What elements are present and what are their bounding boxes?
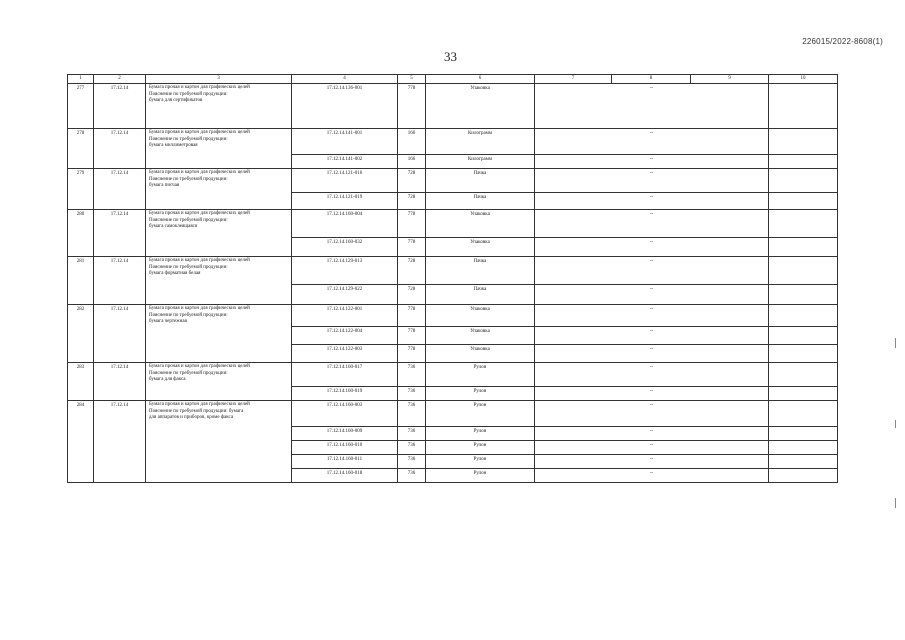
empty-cell [769,210,838,238]
okpd-code-cell: 17.12.14 [94,84,146,129]
column-header: 4 [292,75,398,84]
row-number-cell: 280 [68,210,94,257]
product-name-cell: Бумага прочая и картон для графических целей Пояснение по требуемой продукции: бумага форматная белая [146,257,292,305]
empty-cell [769,193,838,210]
unit-name-cell: Упаковка [426,210,535,238]
ktru-code-cell: 17.12.14.160-010 [292,441,398,455]
okpd-code-cell: 17.12.14 [94,129,146,169]
empty-cell [769,345,838,363]
product-name-cell: Бумага прочая и картон для графических целей Пояснение по требуемой продукции: бумага для аппаратов и приборов, кроме факса [146,401,292,483]
characteristics-dash-cell: -- [535,401,769,427]
empty-cell [769,155,838,169]
table-row [68,363,838,387]
unit-name-cell: Рулон [426,427,535,441]
empty-cell [769,327,838,345]
unit-name-cell: Пачка [426,285,535,305]
empty-cell [769,84,838,129]
ktru-code-cell: 17.12.14.160-011 [292,455,398,469]
okei-code-cell: 778 [398,305,426,327]
row-number-cell: 282 [68,305,94,363]
empty-cell [769,169,838,193]
unit-name-cell: Упаковка [426,84,535,129]
empty-cell [769,129,838,155]
empty-cell [769,427,838,441]
column-header: 5 [398,75,426,84]
characteristics-dash-cell: -- [535,155,769,169]
ktru-code-cell: 17.12.14.122-003 [292,345,398,363]
empty-cell [769,401,838,427]
column-header: 3 [146,75,292,84]
unit-name-cell: Пачка [426,257,535,285]
okei-code-cell: 736 [398,469,426,483]
ktru-code-cell: 17.12.14.121-019 [292,193,398,210]
ktru-code-cell: 17.12.14.160-017 [292,363,398,387]
okei-code-cell: 728 [398,193,426,210]
column-header: 2 [94,75,146,84]
okei-code-cell: 166 [398,155,426,169]
ktru-code-cell: 17.12.14.160-003 [292,401,398,427]
column-header: 6 [426,75,535,84]
row-number-cell: 279 [68,169,94,210]
table-row [68,129,838,155]
characteristics-dash-cell: -- [535,238,769,257]
empty-cell [769,387,838,401]
okei-code-cell: 778 [398,238,426,257]
okei-code-cell: 728 [398,285,426,305]
table-body [68,84,838,483]
ktru-code-cell: 17.12.14.160-018 [292,469,398,483]
characteristics-dash-cell: -- [535,210,769,238]
characteristics-dash-cell: -- [535,257,769,285]
unit-name-cell: Рулон [426,441,535,455]
characteristics-dash-cell: -- [535,363,769,387]
product-name-cell: Бумага прочая и картон для графических целей Пояснение по требуемой продукции: бумага для сертификатов [146,84,292,129]
document-number: 226015/2022-8608(1) [802,37,883,46]
okpd-code-cell: 17.12.14 [94,363,146,401]
product-name-cell: Бумага прочая и картон для графических целей Пояснение по требуемой продукции: бумага самоклеящаяся [146,210,292,257]
product-name-cell: Бумага прочая и картон для графических целей Пояснение по требуемой продукции: бумага писчая [146,169,292,210]
characteristics-dash-cell: -- [535,327,769,345]
ktru-code-cell: 17.12.14.136-001 [292,84,398,129]
characteristics-dash-cell: -- [535,455,769,469]
row-number-cell: 278 [68,129,94,169]
unit-name-cell: Упаковка [426,238,535,257]
row-number-cell: 284 [68,401,94,483]
empty-cell [769,469,838,483]
unit-name-cell: Рулон [426,387,535,401]
okpd-code-cell: 17.12.14 [94,305,146,363]
okei-code-cell: 736 [398,401,426,427]
empty-cell [769,238,838,257]
characteristics-dash-cell: -- [535,305,769,327]
okei-code-cell: 778 [398,327,426,345]
unit-name-cell: Пачка [426,169,535,193]
ktru-code-cell: 17.12.14.160-004 [292,210,398,238]
column-header: 10 [769,75,838,84]
okei-code-cell: 778 [398,210,426,238]
okpd-code-cell: 17.12.14 [94,210,146,257]
ktru-code-cell: 17.12.14.129-013 [292,257,398,285]
okpd-code-cell: 17.12.14 [94,401,146,483]
ktru-code-cell: 17.12.14.141-002 [292,155,398,169]
empty-cell [769,455,838,469]
ktru-code-cell: 17.12.14.121-016 [292,169,398,193]
unit-name-cell: Упаковка [426,345,535,363]
characteristics-dash-cell: -- [535,469,769,483]
unit-name-cell: Упаковка [426,327,535,345]
product-name-cell: Бумага прочая и картон для графических целей Пояснение по требуемой продукции: бумага для факса [146,363,292,401]
okei-code-cell: 166 [398,129,426,155]
page-edge-mark [895,420,896,428]
okei-code-cell: 778 [398,345,426,363]
characteristics-dash-cell: -- [535,345,769,363]
column-header: 9 [691,75,769,84]
table-row [68,84,838,129]
ktru-code-cell: 17.12.14.160-032 [292,238,398,257]
unit-name-cell: Рулон [426,401,535,427]
unit-name-cell: Пачка [426,193,535,210]
ktru-code-cell: 17.12.14.122-004 [292,327,398,345]
table-header-row [68,75,838,84]
unit-name-cell: Рулон [426,469,535,483]
unit-name-cell: Килограмм [426,155,535,169]
page-edge-mark [895,498,896,508]
okei-code-cell: 736 [398,441,426,455]
column-header: 8 [612,75,691,84]
row-number-cell: 277 [68,84,94,129]
okpd-code-cell: 17.12.14 [94,169,146,210]
column-header: 1 [68,75,94,84]
characteristics-dash-cell: -- [535,427,769,441]
okei-code-cell: 728 [398,257,426,285]
characteristics-dash-cell: -- [535,441,769,455]
column-header: 7 [535,75,612,84]
unit-name-cell: Рулон [426,363,535,387]
page-edge-mark [895,338,896,348]
ktru-code-cell: 17.12.14.141-001 [292,129,398,155]
table-row [68,257,838,285]
okei-code-cell: 736 [398,427,426,441]
unit-name-cell: Упаковка [426,305,535,327]
characteristics-dash-cell: -- [535,193,769,210]
characteristics-dash-cell: -- [535,169,769,193]
empty-cell [769,285,838,305]
table-row [68,169,838,193]
okei-code-cell: 728 [398,169,426,193]
characteristics-dash-cell: -- [535,387,769,401]
table-row [68,401,838,427]
empty-cell [769,363,838,387]
okei-code-cell: 778 [398,84,426,129]
okei-code-cell: 736 [398,387,426,401]
okpd-code-cell: 17.12.14 [94,257,146,305]
empty-cell [769,257,838,285]
table-row [68,210,838,238]
okei-code-cell: 736 [398,455,426,469]
product-name-cell: Бумага прочая и картон для графических целей Пояснение по требуемой продукции: бумага чертежная [146,305,292,363]
row-number-cell: 281 [68,257,94,305]
okei-code-cell: 736 [398,363,426,387]
products-table [67,74,838,483]
unit-name-cell: Рулон [426,455,535,469]
ktru-code-cell: 17.12.14.129-022 [292,285,398,305]
product-name-cell: Бумага прочая и картон для графических целей Пояснение по требуемой продукции: бумага миллиметровая [146,129,292,169]
page-number: 33 [444,49,457,64]
characteristics-dash-cell: -- [535,129,769,155]
ktru-code-cell: 17.12.14.160-009 [292,427,398,441]
table-row [68,305,838,327]
characteristics-dash-cell: -- [535,285,769,305]
unit-name-cell: Килограмм [426,129,535,155]
ktru-code-cell: 17.12.14.122-001 [292,305,398,327]
empty-cell [769,441,838,455]
row-number-cell: 283 [68,363,94,401]
characteristics-dash-cell: -- [535,84,769,129]
empty-cell [769,305,838,327]
ktru-code-cell: 17.12.14.160-019 [292,387,398,401]
